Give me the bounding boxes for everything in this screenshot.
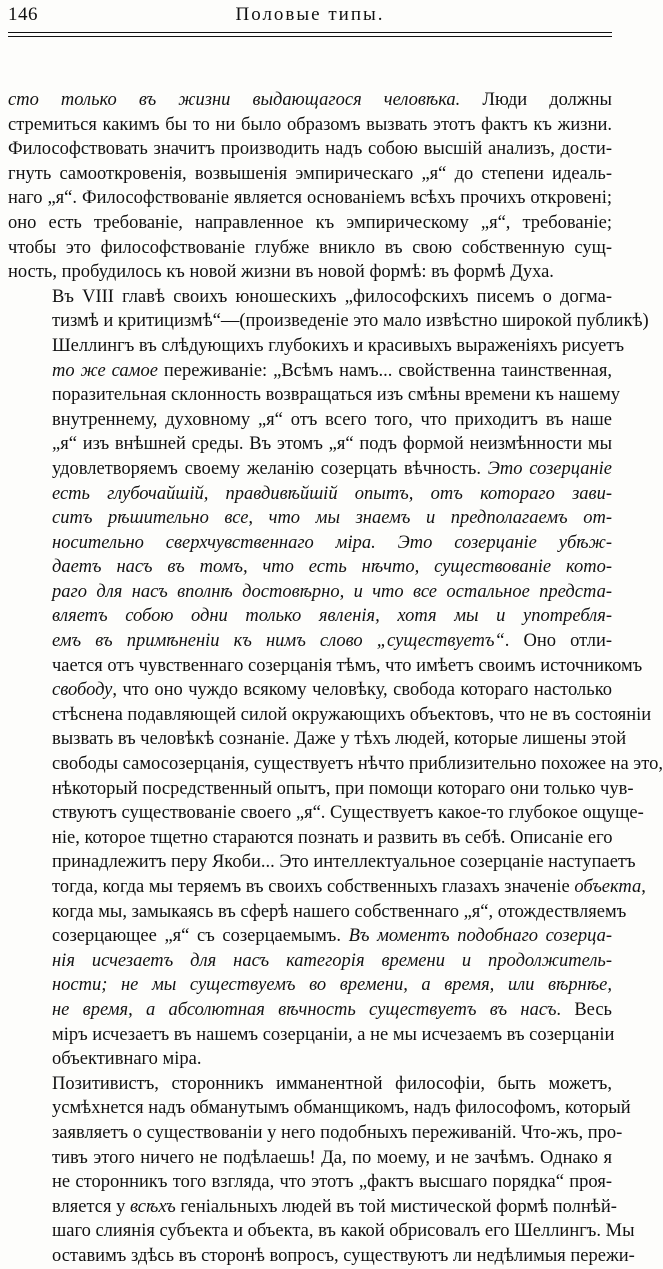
- header-rule: [8, 32, 612, 33]
- text-segment: ,: [641, 877, 646, 897]
- text-line: [8, 457, 612, 482]
- text-line: [8, 654, 643, 679]
- text-segment: стѣснена подавляющей силой окружающихъ объектовъ, что не въ состояніи: [52, 704, 652, 725]
- text-line: [8, 137, 612, 162]
- text-line: [8, 162, 612, 187]
- text-segment: ность, пробудилось къ новой жизни въ новой формѣ: въ формѣ Духа.: [8, 262, 554, 283]
- text-line: [8, 1244, 635, 1269]
- text-segment: шаго слиянія субъекта и объекта, въ какой обрисовалъ его Шеллингъ. Мы: [52, 1221, 635, 1242]
- italic-text: вляетъ собою одни только явленія, хотя мы и употребля-: [52, 606, 612, 627]
- text-line: [8, 998, 612, 1023]
- paragraph: [8, 285, 663, 1072]
- text-line: [8, 359, 612, 384]
- text-segment: вляется у: [52, 1196, 130, 1217]
- book-page: [8, 4, 663, 1266]
- text-line: [8, 629, 612, 654]
- text-line: [8, 555, 612, 580]
- page-number: 146: [8, 4, 38, 25]
- text-segment: Люди должны: [460, 90, 612, 110]
- text-line: [8, 580, 612, 605]
- text-segment: , что оно чуждо всякому человѣку, свобода котораго настолько: [112, 680, 612, 701]
- running-title: Половые типы.: [235, 4, 385, 25]
- text-line: [8, 949, 612, 974]
- paragraph: [8, 1072, 635, 1269]
- text-line: [8, 1096, 631, 1121]
- text-line: [8, 703, 652, 728]
- text-segment: нѣкоторый посредственный опытъ, при помощи котораго они только чув-: [52, 778, 634, 799]
- text-line: [8, 973, 612, 998]
- text-segment: гнуть самооткровенія, возвышенія эмпирическаго „я“ до степени идеаль-: [8, 163, 612, 184]
- text-line: [8, 186, 612, 211]
- text-segment: Философствовать значитъ производить надъ собою высшій анализъ, дости-: [8, 139, 612, 160]
- text-segment: чтобы это философствованіе глубже вникло въ свою собственную сущ-: [8, 237, 612, 258]
- italic-text: ности; не мы существуемъ во времени, а время, или вѣрнѣе,: [52, 975, 612, 996]
- text-line: [8, 211, 612, 236]
- italic-text: объекта: [574, 877, 642, 897]
- text-segment: стремиться какимъ бы то ни было образомъ вызвать этотъ фактъ къ жизни.: [8, 114, 612, 135]
- text-segment: тизмѣ и критицизмѣ“—(произведеніе это мало извѣстно широкой публикѣ): [52, 311, 649, 332]
- text-segment: переживаніе: „Всѣмъ намъ... свойственна таинственная,: [157, 360, 612, 381]
- text-segment: ствуютъ существованіе своего „я“. Существуетъ какое-то глубокое ощуще-: [52, 803, 644, 824]
- text-segment: Позитивистъ, сторонникъ имманентной философіи, быть можетъ,: [52, 1073, 612, 1094]
- text-line: [8, 285, 612, 310]
- text-segment: наго „я“. Философствованіе является основаніемъ всѣхъ прочихъ откровені;: [8, 188, 612, 209]
- italic-text: емъ въ примѣненіи къ нимъ слово „существуетъ“: [52, 631, 505, 652]
- body-text: [8, 88, 663, 1269]
- text-line: [8, 309, 649, 334]
- text-line: [8, 260, 612, 285]
- italic-text: носительно сверхчувственнаго міра. Это созерцаніе убѣж-: [52, 532, 612, 553]
- text-segment: Въ VIII главѣ своихъ юношескихъ „философскихъ писемъ о догма-: [52, 286, 612, 307]
- text-segment: вызвать въ человѣкѣ сознаніе. Даже у тѣхъ людей, которые лишены этой: [52, 729, 627, 750]
- text-line: [8, 408, 612, 433]
- text-segment: . Весь: [556, 999, 612, 1020]
- text-segment: внутреннему, духовному „я“ отъ всего того, что приходитъ въ наше: [52, 409, 612, 430]
- text-line: [8, 678, 612, 703]
- text-segment: оставимъ здѣсь въ сторонѣ вопросъ, существуютъ ли недѣлимыя пережи-: [52, 1245, 635, 1266]
- text-line: [8, 482, 612, 507]
- text-line: [8, 727, 627, 752]
- text-segment: созерцающее „я“ съ созерцаемымъ.: [52, 926, 349, 947]
- italic-text: всѣхъ: [129, 1196, 176, 1217]
- text-line: [8, 1219, 635, 1244]
- text-segment: заявляетъ о существованіи у него подобныхъ переживаній. Что-жъ, про-: [52, 1122, 623, 1143]
- text-line: [8, 924, 612, 949]
- italic-text: ситъ рѣшительно все, что мы знаемъ и предполагаемъ от-: [52, 508, 612, 529]
- text-segment: міръ исчезаетъ въ нашемъ созерцаніи, а не мы исчезаемъ въ созерцаніи: [52, 1024, 615, 1045]
- italic-text: раго для насъ вполнѣ достовѣрно, и что все остальное предста-: [52, 581, 612, 602]
- text-line: [8, 1072, 612, 1097]
- text-segment: „я“ изъ внѣшней среды. Въ этомъ „я“ подъ формой неизмѣнности мы: [52, 434, 612, 455]
- text-segment: поразительная склонность возвращаться изъ смѣны времени къ нашему: [52, 385, 621, 406]
- text-line: [8, 777, 634, 802]
- text-line: [8, 900, 627, 925]
- text-line: [8, 1047, 612, 1072]
- text-line: [8, 531, 612, 556]
- italic-text: нія исчезаетъ для насъ категорія времени и продолжитель-: [52, 950, 612, 971]
- text-segment: чается отъ чувственнаго созерцанія тѣмъ, что имѣетъ своимъ источникомъ: [52, 655, 643, 676]
- page-header: [8, 4, 612, 30]
- text-line: [8, 383, 621, 408]
- text-line: [8, 432, 612, 457]
- text-segment: геніальныхъ людей въ той мистической формѣ полнѣй-: [175, 1196, 617, 1217]
- text-segment: оно есть требованіе, направленное къ эмпирическому „я“, требованіе;: [8, 212, 612, 233]
- text-line: [8, 1146, 612, 1171]
- text-line: [8, 236, 612, 261]
- italic-text: не время, а абсолютная вѣчность существуетъ въ насъ: [52, 999, 557, 1020]
- text-segment: Шеллингъ въ слѣдующихъ глубокихъ и красивыхъ выраженіяхъ рисуетъ: [52, 335, 625, 356]
- text-line: [8, 1023, 615, 1048]
- text-line: [8, 1170, 612, 1195]
- text-segment: принадлежитъ перу Якоби... Это интеллектуальное созерцаніе наступаетъ: [52, 852, 636, 873]
- text-line: [8, 604, 612, 629]
- italic-text: есть глубочайшій, правдивѣйшій опытъ, отъ котораго зави-: [52, 483, 612, 504]
- text-segment: удовлетворяемъ своему желанію созерцать вѣчность.: [52, 458, 488, 479]
- text-line: [8, 1121, 623, 1146]
- italic-text: сто только въ жизни выдающагося человѣка.: [8, 90, 461, 110]
- text-segment: . Оно отли-: [504, 631, 612, 652]
- italic-text: Въ моментъ подобнаго созерца-: [348, 926, 612, 947]
- text-line: [8, 334, 625, 359]
- text-segment: свободы самосозерцанія, существуетъ нѣчто приблизительно похожее на это,: [52, 754, 663, 775]
- italic-text: то же самое: [52, 360, 158, 381]
- text-line: [8, 875, 646, 900]
- text-segment: тогда, когда мы теряемъ въ своихъ собственныхъ глазахъ значеніе: [52, 877, 575, 897]
- text-segment: ніе, которое тщетно стараются познать и развить въ себѣ. Описаніе его: [52, 827, 613, 848]
- text-line: [8, 801, 644, 826]
- text-line: [8, 826, 612, 851]
- italic-text: даетъ насъ въ томъ, что есть нѣчто, существованіе кото-: [52, 557, 612, 578]
- italic-text: свободу: [52, 680, 113, 701]
- text-line: [8, 113, 612, 138]
- text-line: [8, 850, 636, 875]
- text-segment: когда мы, замыкаясь въ сферѣ нашего собственнаго „я“, отождествляемъ: [52, 901, 627, 922]
- text-line: [8, 506, 612, 531]
- text-line: [8, 752, 663, 777]
- paragraph: [8, 88, 612, 285]
- text-line: [8, 1195, 617, 1220]
- text-segment: объективнаго міра.: [52, 1049, 202, 1070]
- text-segment: тивъ этого ничего не подѣлаешь! Да, по моему, и не зачѣмъ. Однако я: [52, 1147, 612, 1168]
- text-line: [8, 88, 612, 113]
- text-segment: не сторонникъ того взгляда, что этотъ „фактъ высшаго порядка“ проя-: [52, 1172, 612, 1193]
- italic-text: Это созерцаніе: [487, 458, 613, 479]
- text-segment: усмѣхнется надъ обманутымъ обманщикомъ, надъ философомъ, который: [52, 1098, 631, 1119]
- header-rule-thin: [8, 36, 612, 37]
